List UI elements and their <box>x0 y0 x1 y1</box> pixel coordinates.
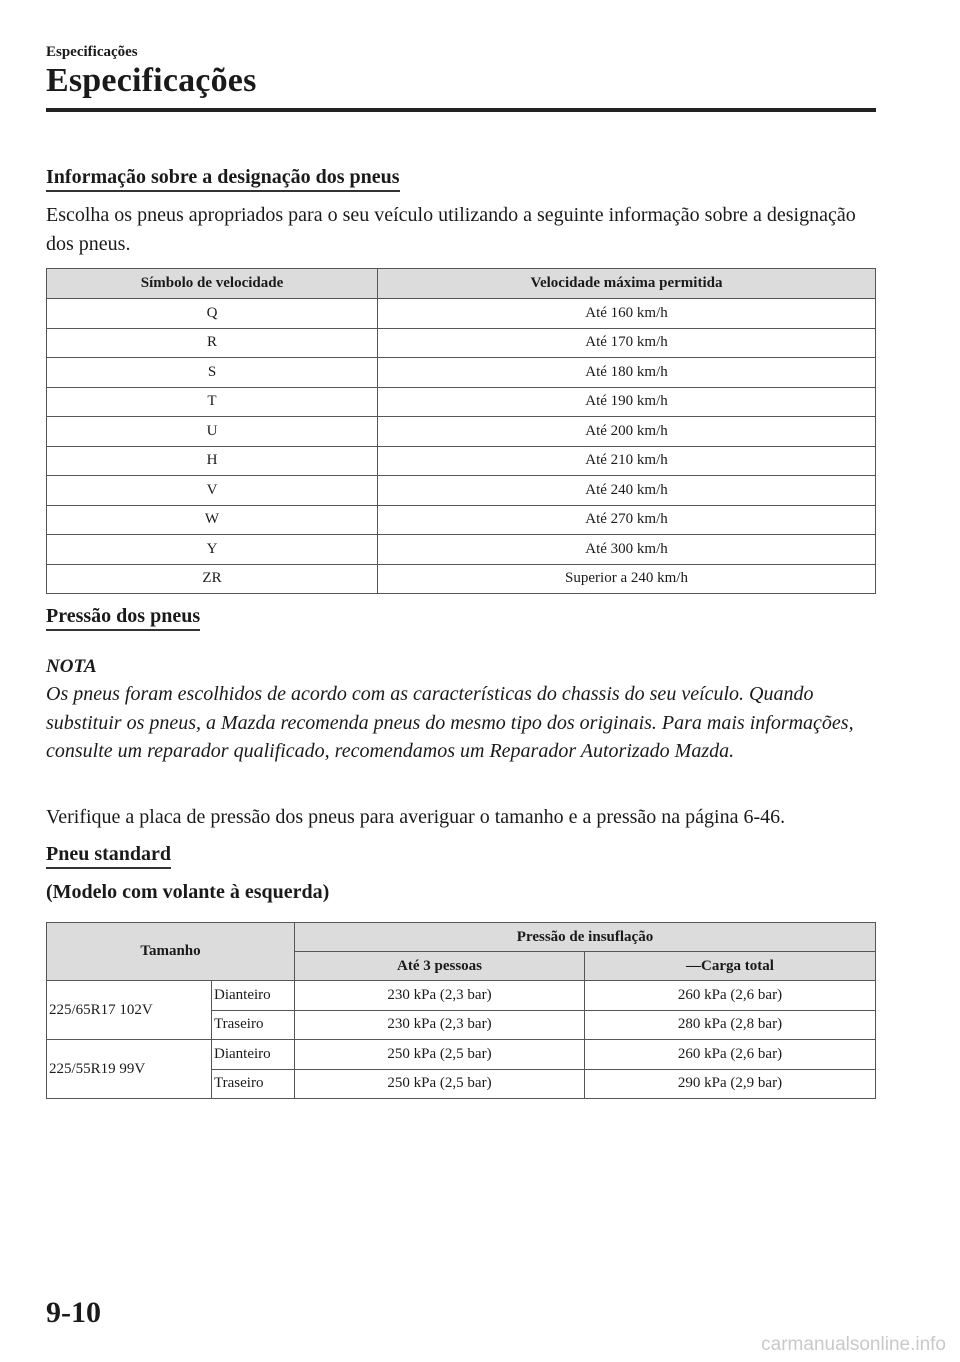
table-row <box>47 328 876 358</box>
pressure-cell: 230 kPa (2,3 bar) <box>295 1010 585 1040</box>
max-speed-cell: Até 240 km/h <box>378 476 876 506</box>
table-header-row <box>47 923 876 952</box>
table-row <box>47 299 876 329</box>
page-number: 9-10 <box>46 1296 101 1329</box>
column-header: Velocidade máxima permitida <box>378 269 876 299</box>
column-header: Símbolo de velocidade <box>47 269 378 299</box>
pressure-cell: 290 kPa (2,9 bar) <box>585 1069 876 1099</box>
max-speed-cell: Até 300 km/h <box>378 535 876 565</box>
table-row <box>47 476 876 506</box>
table-row <box>47 358 876 388</box>
watermark: carmanualsonline.info <box>761 1334 946 1355</box>
tire-size-cell: 225/65R17 102V <box>47 981 212 1040</box>
table-row <box>47 417 876 447</box>
table-row <box>47 446 876 476</box>
max-speed-cell: Até 200 km/h <box>378 417 876 447</box>
speed-symbol-cell: U <box>47 417 378 447</box>
tire-designation-paragraph: Escolha os pneus apropriados para o seu veículo utilizando a seguinte informação sobre a designação dos pneus. <box>46 204 856 255</box>
axle-cell: Dianteiro <box>212 981 295 1011</box>
column-header-full-load: —Carga total <box>585 952 876 981</box>
speed-symbol-cell: W <box>47 505 378 535</box>
axle-cell: Traseiro <box>212 1010 295 1040</box>
pressure-placard-paragraph: Verifique a placa de pressão dos pneus para averiguar o tamanho e a pressão na página 6-46. <box>46 806 786 828</box>
speed-symbol-cell: V <box>47 476 378 506</box>
pressure-cell: 280 kPa (2,8 bar) <box>585 1010 876 1040</box>
note-label: NOTA <box>46 656 97 677</box>
max-speed-cell: Até 190 km/h <box>378 387 876 417</box>
max-speed-cell: Superior a 240 km/h <box>378 564 876 594</box>
table-row <box>47 981 876 1011</box>
column-header-up-to-3: Até 3 pessoas <box>295 952 585 981</box>
table-row <box>47 505 876 535</box>
speed-symbol-cell: H <box>47 446 378 476</box>
subheading-standard-tire: Pneu standard <box>46 842 171 869</box>
speed-symbol-cell: Q <box>47 299 378 329</box>
tire-size-cell: 225/55R19 99V <box>47 1040 212 1099</box>
pressure-cell: 250 kPa (2,5 bar) <box>295 1069 585 1099</box>
title-divider <box>46 108 876 112</box>
axle-cell: Dianteiro <box>212 1040 295 1070</box>
pressure-cell: 260 kPa (2,6 bar) <box>585 981 876 1011</box>
axle-cell: Traseiro <box>212 1069 295 1099</box>
table-row <box>47 387 876 417</box>
table-row <box>47 564 876 594</box>
speed-symbol-cell: S <box>47 358 378 388</box>
table-header-row <box>47 269 876 299</box>
running-header: Especificações <box>46 44 138 60</box>
column-header-pressure: Pressão de insuflação <box>295 923 876 952</box>
speed-symbol-cell: ZR <box>47 564 378 594</box>
section-heading-tire-designation: Informação sobre a designação dos pneus <box>46 165 400 192</box>
pressure-cell: 230 kPa (2,3 bar) <box>295 981 585 1011</box>
speed-symbol-cell: T <box>47 387 378 417</box>
max-speed-cell: Até 170 km/h <box>378 328 876 358</box>
speed-symbol-table <box>46 268 876 594</box>
column-header-size: Tamanho <box>47 923 295 981</box>
page-title: Especificações <box>46 62 257 99</box>
table-row <box>47 1040 876 1070</box>
max-speed-cell: Até 180 km/h <box>378 358 876 388</box>
max-speed-cell: Até 160 km/h <box>378 299 876 329</box>
tire-pressure-table <box>46 922 876 1099</box>
speed-symbol-cell: R <box>47 328 378 358</box>
pressure-cell: 260 kPa (2,6 bar) <box>585 1040 876 1070</box>
table-row <box>47 535 876 565</box>
section-heading-tire-pressure: Pressão dos pneus <box>46 604 200 631</box>
model-note: (Modelo com volante à esquerda) <box>46 881 330 903</box>
pressure-cell: 250 kPa (2,5 bar) <box>295 1040 585 1070</box>
note-text: Os pneus foram escolhidos de acordo com as características do chassis do seu veículo. Quando substituir os pneus, a Mazda recomenda pneus do mesmo tipo dos originais. Para mais informações, consulte um reparador qualificado, recomendamos um Reparador Autorizado Mazda. <box>46 683 854 762</box>
speed-symbol-cell: Y <box>47 535 378 565</box>
max-speed-cell: Até 270 km/h <box>378 505 876 535</box>
max-speed-cell: Até 210 km/h <box>378 446 876 476</box>
